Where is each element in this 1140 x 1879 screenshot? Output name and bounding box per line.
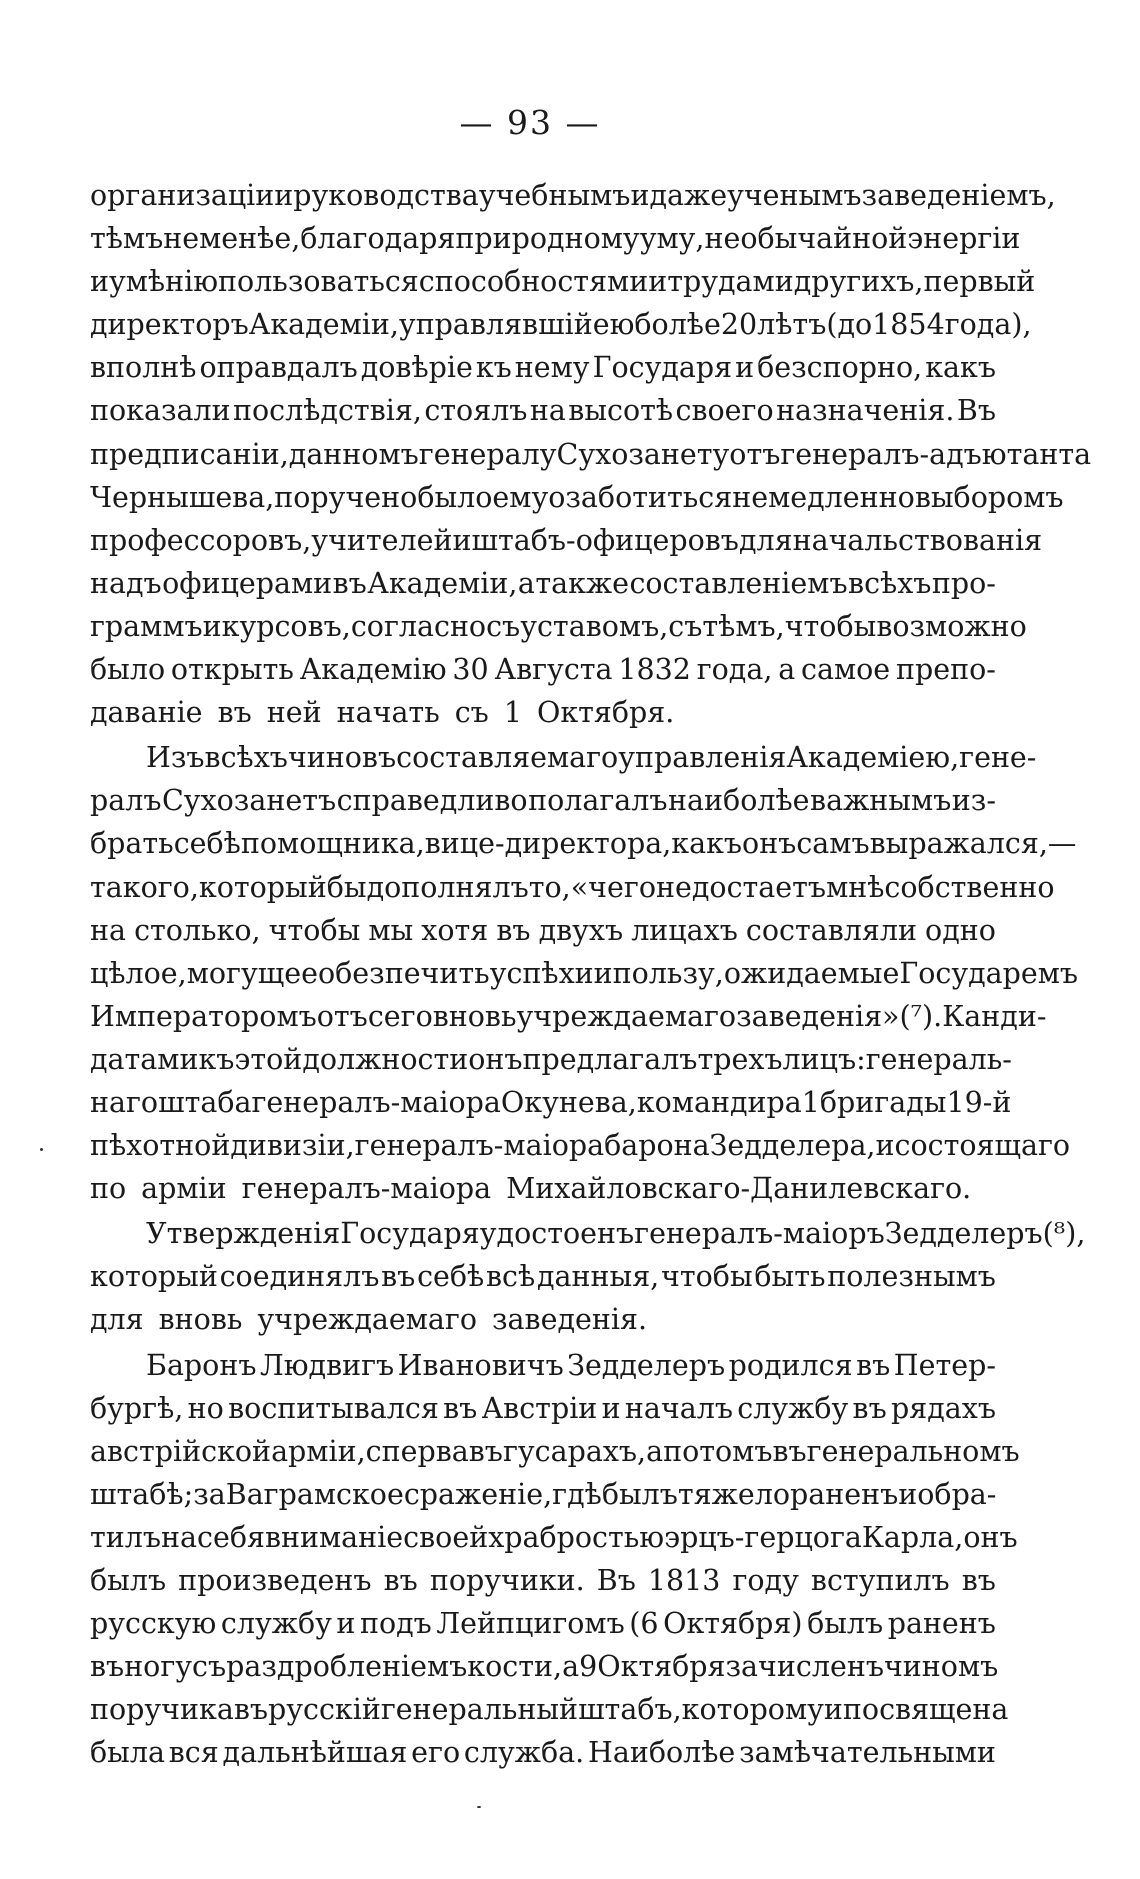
- text-line: показали послѣдствія, стоялъ на высотѣ своего назначенія. Въ: [90, 394, 996, 428]
- text-line: Изъ всѣхъ чиновъ составляемаго управленія Академіею, гене-: [146, 741, 1037, 775]
- text-line: Чернышева, поручено было ему озаботиться немедленно выборомъ: [90, 480, 1064, 514]
- text-line: былъ произведенъ въ поручики. Въ 1813 году вступилъ въ: [90, 1564, 996, 1597]
- paper-speck: [477, 1806, 481, 1808]
- text-line: въ ногу съ раздробленіемъ кости, а 9 Октября зачисленъ чиномъ: [90, 1650, 999, 1684]
- text-line: надъ офицерами въ Академіи, а также составленіемъ всѣхъ про-: [90, 566, 996, 600]
- text-line: для вновь учреждаемаго заведенія.: [90, 1303, 648, 1337]
- text-line: русскую службу и подъ Лейпцигомъ (6 Октября) былъ раненъ: [90, 1607, 996, 1641]
- text-line: было открыть Академію 30 Августа 1832 года, а самое препо-: [90, 653, 996, 687]
- text-line: цѣлое, могущее обезпечить успѣхи и пользу, ожидаемые Государемъ: [90, 956, 1079, 990]
- text-line: была вся дальнѣйшая его служба. Наиболѣе замѣчательными: [90, 1736, 996, 1770]
- text-line: наго штаба генералъ-маіора Окунева, командира 1 бригады 19-й: [90, 1085, 1012, 1119]
- text-line: который соединялъ въ себѣ всѣ данныя, чтобы быть полезнымъ: [90, 1260, 996, 1294]
- text-line: профессоровъ, учителей и штабъ-офицеровъ для начальствованія: [90, 523, 1043, 557]
- text-line: пѣхотной дивизіи, генералъ-маіора барона Зедделера, и состоящаго: [90, 1129, 1071, 1163]
- text-line: Баронъ Людвигъ Ивановичъ Зедделеръ родился въ Петер-: [146, 1348, 996, 1382]
- text-line: граммъ и курсовъ, согласно съ уставомъ, съ тѣмъ, чтобы возможно: [90, 609, 1027, 643]
- text-line: австрійской арміи, сперва въ гусарахъ, а потомъ въ генеральномъ: [90, 1434, 1020, 1468]
- text-line: поручика въ русскій генеральный штабъ, которому и посвящена: [90, 1693, 1009, 1727]
- text-line: бургѣ, но воспитывался въ Австріи и началъ службу въ рядахъ: [90, 1391, 996, 1425]
- text-line: тѣмъ не менѣе, благодаря природному уму, необычайной энергіи: [90, 222, 1021, 256]
- text-line: организаціи и руководства учебнымъ и даже ученымъ заведеніемъ,: [90, 179, 1056, 212]
- text-line: даваніе въ ней начать съ 1 Октября.: [90, 696, 675, 730]
- text-line: датами къ этой должности онъ предлагалъ трехъ лицъ: генераль-: [90, 1042, 1012, 1076]
- text-line: Императоромъ отъ сего вновь учреждаемаго заведенія» (⁷). Канди-: [90, 999, 1047, 1033]
- text-line: на столько, чтобы мы хотя въ двухъ лицахъ составляли одно: [90, 913, 996, 947]
- text-line: такого, который бы дополнялъ то, «чего недостаетъ мнѣ собственно: [90, 870, 1055, 904]
- text-line: предписаніи, данномъ генералу Сухозанету отъ генералъ-адъютанта: [90, 437, 1092, 471]
- text-line: брать себѣ помощника, вице-директора, какъ онъ самъ выражался,—: [90, 827, 1077, 861]
- text-line: вполнѣ оправдалъ довѣріе къ нему Государя и безспорно, какъ: [90, 351, 996, 385]
- text-line: директоръ Академіи, управлявшій ею болѣе 20 лѣтъ (до 1854 года),: [90, 308, 1032, 342]
- page-number: — 93 —: [459, 103, 601, 142]
- text-line: Утвержденія Государя удостоенъ генералъ-маіоръ Зедделеръ (⁸),: [146, 1217, 1086, 1251]
- text-line: по арміи генералъ-маіора Михайловскаго-Данилевскаго.: [90, 1172, 972, 1206]
- text-line: ралъ Сухозанетъ справедливо полагалъ наиболѣе важнымъ из-: [90, 784, 996, 818]
- text-line: и умѣнію пользоваться способностями и трудами другихъ, первый: [90, 265, 1036, 299]
- text-line: штабѣ; за Ваграмское сраженіе, гдѣ былъ тяжело раненъ и обра-: [90, 1477, 997, 1511]
- body-text: [90, 174, 1092, 1774]
- paper-speck: [40, 1148, 43, 1151]
- text-line: тилъ на себя вниманіе своей храбростью эрцъ-герцога Карла, онъ: [90, 1520, 1018, 1554]
